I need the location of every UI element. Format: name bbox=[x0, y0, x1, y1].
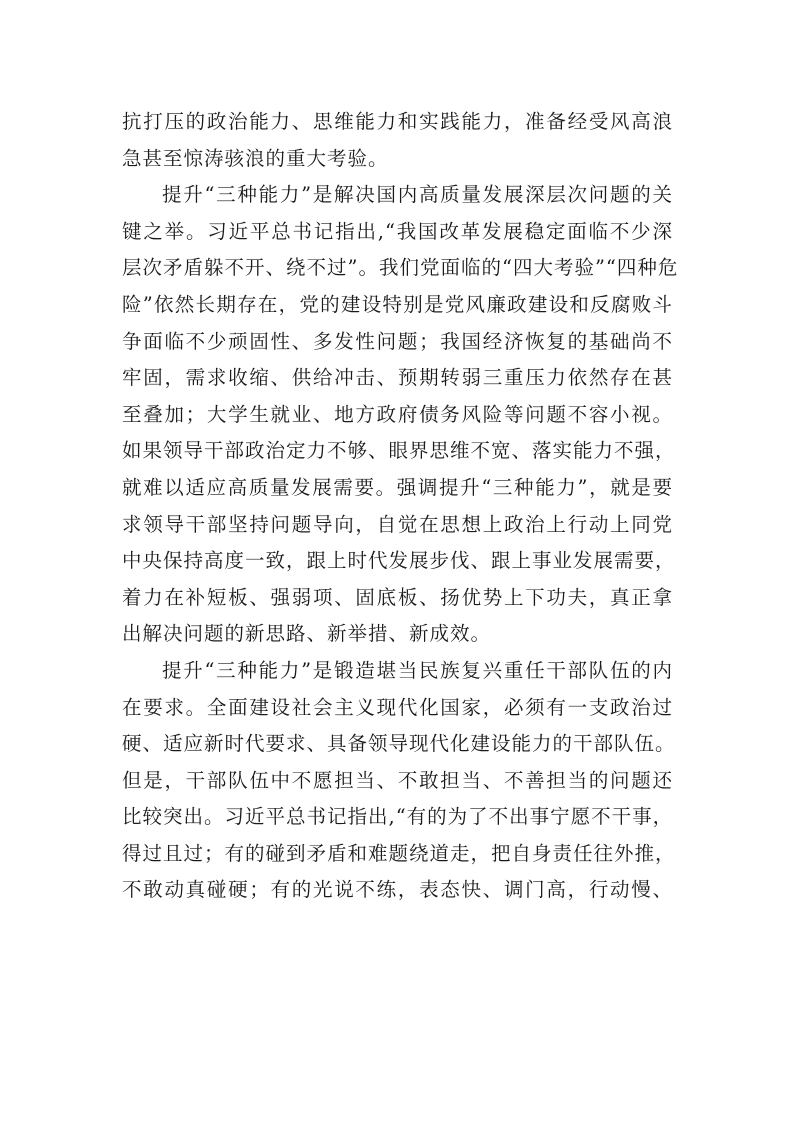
text-line: 在要求。全面建设社会主义现代化国家，必须有一支政治过 bbox=[122, 695, 673, 719]
paragraph-development-issues bbox=[122, 177, 679, 653]
text-line: 提升“三种能力”是锻造堪当民族复兴重任干部队伍的内 bbox=[162, 658, 673, 682]
text-line: 出解决问题的新思路、新举措、新成效。 bbox=[122, 622, 492, 646]
text-line: 中央保持高度一致，跟上时代发展步伐、跟上事业发展需要， bbox=[122, 549, 676, 573]
text-line: 急甚至惊涛骇浪的重大考验。 bbox=[122, 146, 389, 170]
text-line: 抗打压的政治能力、思维能力和实践能力，准备经受风高浪 bbox=[122, 110, 673, 133]
text-line: 险”依然长期存在，党的建设特别是党风廉政建设和反腐败斗 bbox=[122, 292, 673, 316]
text-line: 就难以适应高质量发展需要。强调提升“三种能力”，就是要 bbox=[122, 475, 673, 499]
document-body bbox=[122, 104, 679, 909]
paragraph-continuation bbox=[122, 104, 673, 177]
text-line: 提升“三种能力”是解决国内高质量发展深层次问题的关 bbox=[162, 183, 673, 207]
text-line: 着力在补短板、强弱项、固底板、扬优势上下功夫，真正拿 bbox=[122, 585, 673, 609]
text-line: 如果领导干部政治定力不够、眼界思维不宽、落实能力不强， bbox=[122, 439, 676, 463]
text-line: 键之举。习近平总书记指出,“我国改革发展稳定面临不少深 bbox=[122, 219, 673, 243]
text-line: 得过且过；有的碰到矛盾和难题绕道走，把自身责任往外推， bbox=[122, 841, 676, 865]
paragraph-cadre-team bbox=[122, 653, 676, 909]
text-line: 争面临不少顽固性、多发性问题；我国经济恢复的基础尚不 bbox=[122, 329, 673, 353]
text-line: 硬、适应新时代要求、具备领导现代化建设能力的干部队伍。 bbox=[122, 732, 676, 756]
text-line: 层次矛盾躲不开、绕不过”。我们党面临的“四大考验”“四种危 bbox=[122, 256, 679, 280]
text-line: 至叠加；大学生就业、地方政府债务风险等问题不容小视。 bbox=[122, 402, 673, 426]
text-line: 求领导干部坚持问题导向，自觉在思想上政治上行动上同党 bbox=[122, 512, 673, 536]
text-line: 但是，干部队伍中不愿担当、不敢担当、不善担当的问题还 bbox=[122, 768, 673, 792]
text-line: 不敢动真碰硬；有的光说不练，表态快、调门高，行动慢、 bbox=[122, 878, 673, 902]
text-line: 牢固，需求收缩、供给冲击、预期转弱三重压力依然存在甚 bbox=[122, 366, 673, 390]
text-line: 比较突出。习近平总书记指出,“有的为了不出事宁愿不干事， bbox=[122, 805, 674, 829]
